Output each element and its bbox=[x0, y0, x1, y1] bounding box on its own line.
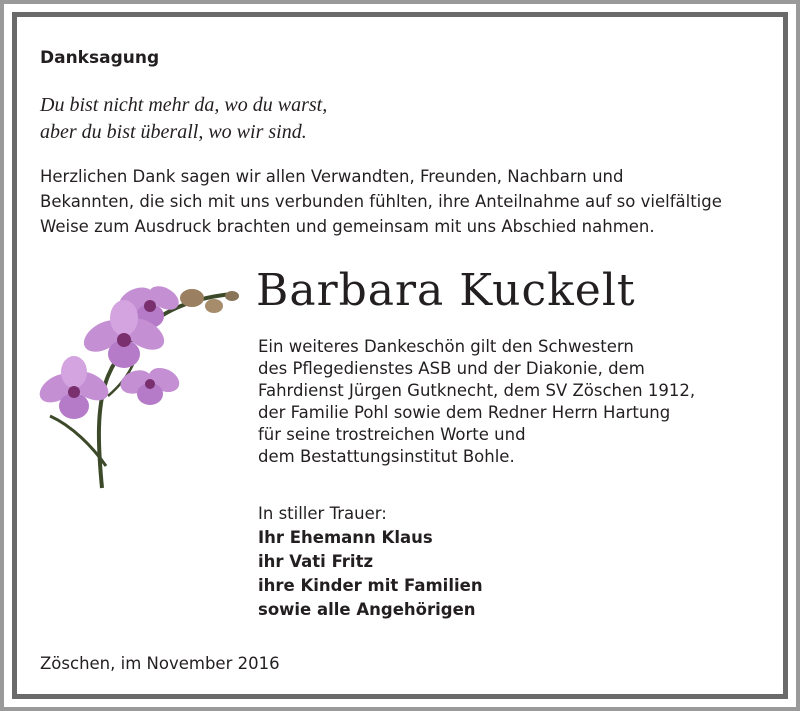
mourning-intro: In stiller Trauer: bbox=[258, 504, 387, 523]
intro-text bbox=[40, 164, 780, 239]
poem bbox=[40, 92, 327, 146]
thanks-line: Fahrdienst Jürgen Gutknecht, dem SV Zöschen 1912, bbox=[258, 381, 696, 400]
mourners-block bbox=[258, 502, 483, 622]
thanks-line: für seine trostreichen Worte und bbox=[258, 425, 526, 444]
intro-line: Herzlichen Dank sagen wir allen Verwandten, Freunden, Nachbarn und bbox=[40, 167, 624, 186]
poem-line: aber du bist überall, wo wir sind. bbox=[40, 121, 307, 143]
deceased-name: Barbara Kuckelt bbox=[256, 265, 636, 316]
thanks-line: des Pflegedienstes ASB und der Diakonie, dem bbox=[258, 359, 645, 378]
thanks-line: Ein weiteres Dankeschön gilt den Schwestern bbox=[258, 337, 634, 356]
place-date: Zöschen, im November 2016 bbox=[40, 654, 280, 673]
thanks-text bbox=[258, 336, 695, 468]
thanks-line: dem Bestattungsinstitut Bohle. bbox=[258, 447, 515, 466]
orchid-icon bbox=[32, 266, 252, 491]
intro-line: Weise zum Ausdruck brachten und gemeinsam mit uns Abschied nahmen. bbox=[40, 217, 655, 236]
intro-line: Bekannten, die sich mit uns verbunden fühlten, ihre Anteilnahme auf so vielfältige bbox=[40, 192, 722, 211]
heading: Danksagung bbox=[40, 48, 160, 68]
mourner: Ihr Ehemann Klaus bbox=[258, 528, 433, 547]
thanks-line: der Familie Pohl sowie dem Redner Herrn Hartung bbox=[258, 403, 671, 422]
mourner: ihre Kinder mit Familien bbox=[258, 576, 483, 595]
mourner: ihr Vati Fritz bbox=[258, 552, 374, 571]
mourner: sowie alle Angehörigen bbox=[258, 600, 476, 619]
poem-line: Du bist nicht mehr da, wo du warst, bbox=[40, 94, 328, 116]
